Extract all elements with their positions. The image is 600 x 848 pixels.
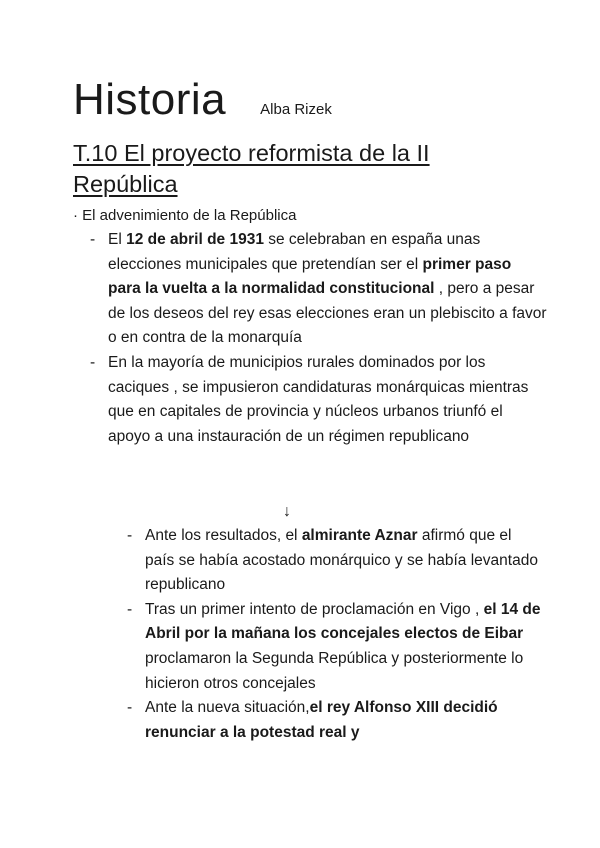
item-text: , pero a pesar de los deseos del rey esas elecciones eran un plebiscito a favor o en contra de la monarquía [108, 280, 547, 347]
bullet-list [90, 228, 548, 449]
item-text: Tras un primer intento de proclamación en Vigo , [145, 600, 484, 618]
page-title: Historia [73, 75, 227, 124]
list-item [127, 524, 545, 598]
dash-bullet: - [127, 527, 133, 544]
dash-bullet: - [127, 699, 133, 717]
item-bold-text: 12 de abril de 1931 [126, 231, 264, 248]
down-arrow-icon: ↓ [283, 503, 291, 520]
item-bold-text: almirante Aznar [301, 527, 418, 544]
list-item [90, 228, 548, 351]
section-heading [73, 138, 553, 200]
item-text: En la mayoría de municipios rurales dominados por los caciques , se impusieron candidaturas monárquicas mientras que en capitales de provincia y núcleos urbanos triunfó el apoyo a una instauración de un régimen republicano [108, 353, 529, 445]
dash-bullet: - [90, 231, 96, 248]
item-text: afirmó que el país se había acostado monárquico y se había levantado republicano [145, 527, 538, 594]
list-item [127, 598, 545, 696]
item-text: Ante los resultados, el [145, 527, 302, 544]
item-text: se celebraban en españa unas elecciones municipales que pretendían ser el [108, 231, 481, 273]
title-row [73, 72, 332, 128]
dash-bullet: - [127, 600, 133, 618]
section-heading-line-1: T.10 El proyecto reformista de la II [73, 140, 430, 166]
item-bold-text: primer paso para la vuelta a la normalidad constitucional [108, 255, 512, 298]
item-text: proclamaron la Segunda República y posteriormente lo hicieron otros concejales [145, 649, 524, 692]
item-bold-text: el 14 de Abril por la mañana los concejales electos de Eibar [145, 600, 541, 643]
item-text: Ante la nueva situación, [145, 699, 310, 717]
sub-bullet-list [127, 524, 545, 745]
item-text: El [108, 231, 127, 248]
subsection-title: · El advenimiento de la República [73, 207, 297, 224]
section-heading-line-2: República [73, 171, 178, 197]
list-item [90, 351, 548, 449]
dash-bullet: - [90, 353, 96, 371]
item-bold-text: el rey Alfonso XIII decidió renunciar a la potestad real y [145, 699, 498, 741]
author-name: Alba Rizek [260, 101, 332, 118]
list-item [127, 696, 545, 745]
